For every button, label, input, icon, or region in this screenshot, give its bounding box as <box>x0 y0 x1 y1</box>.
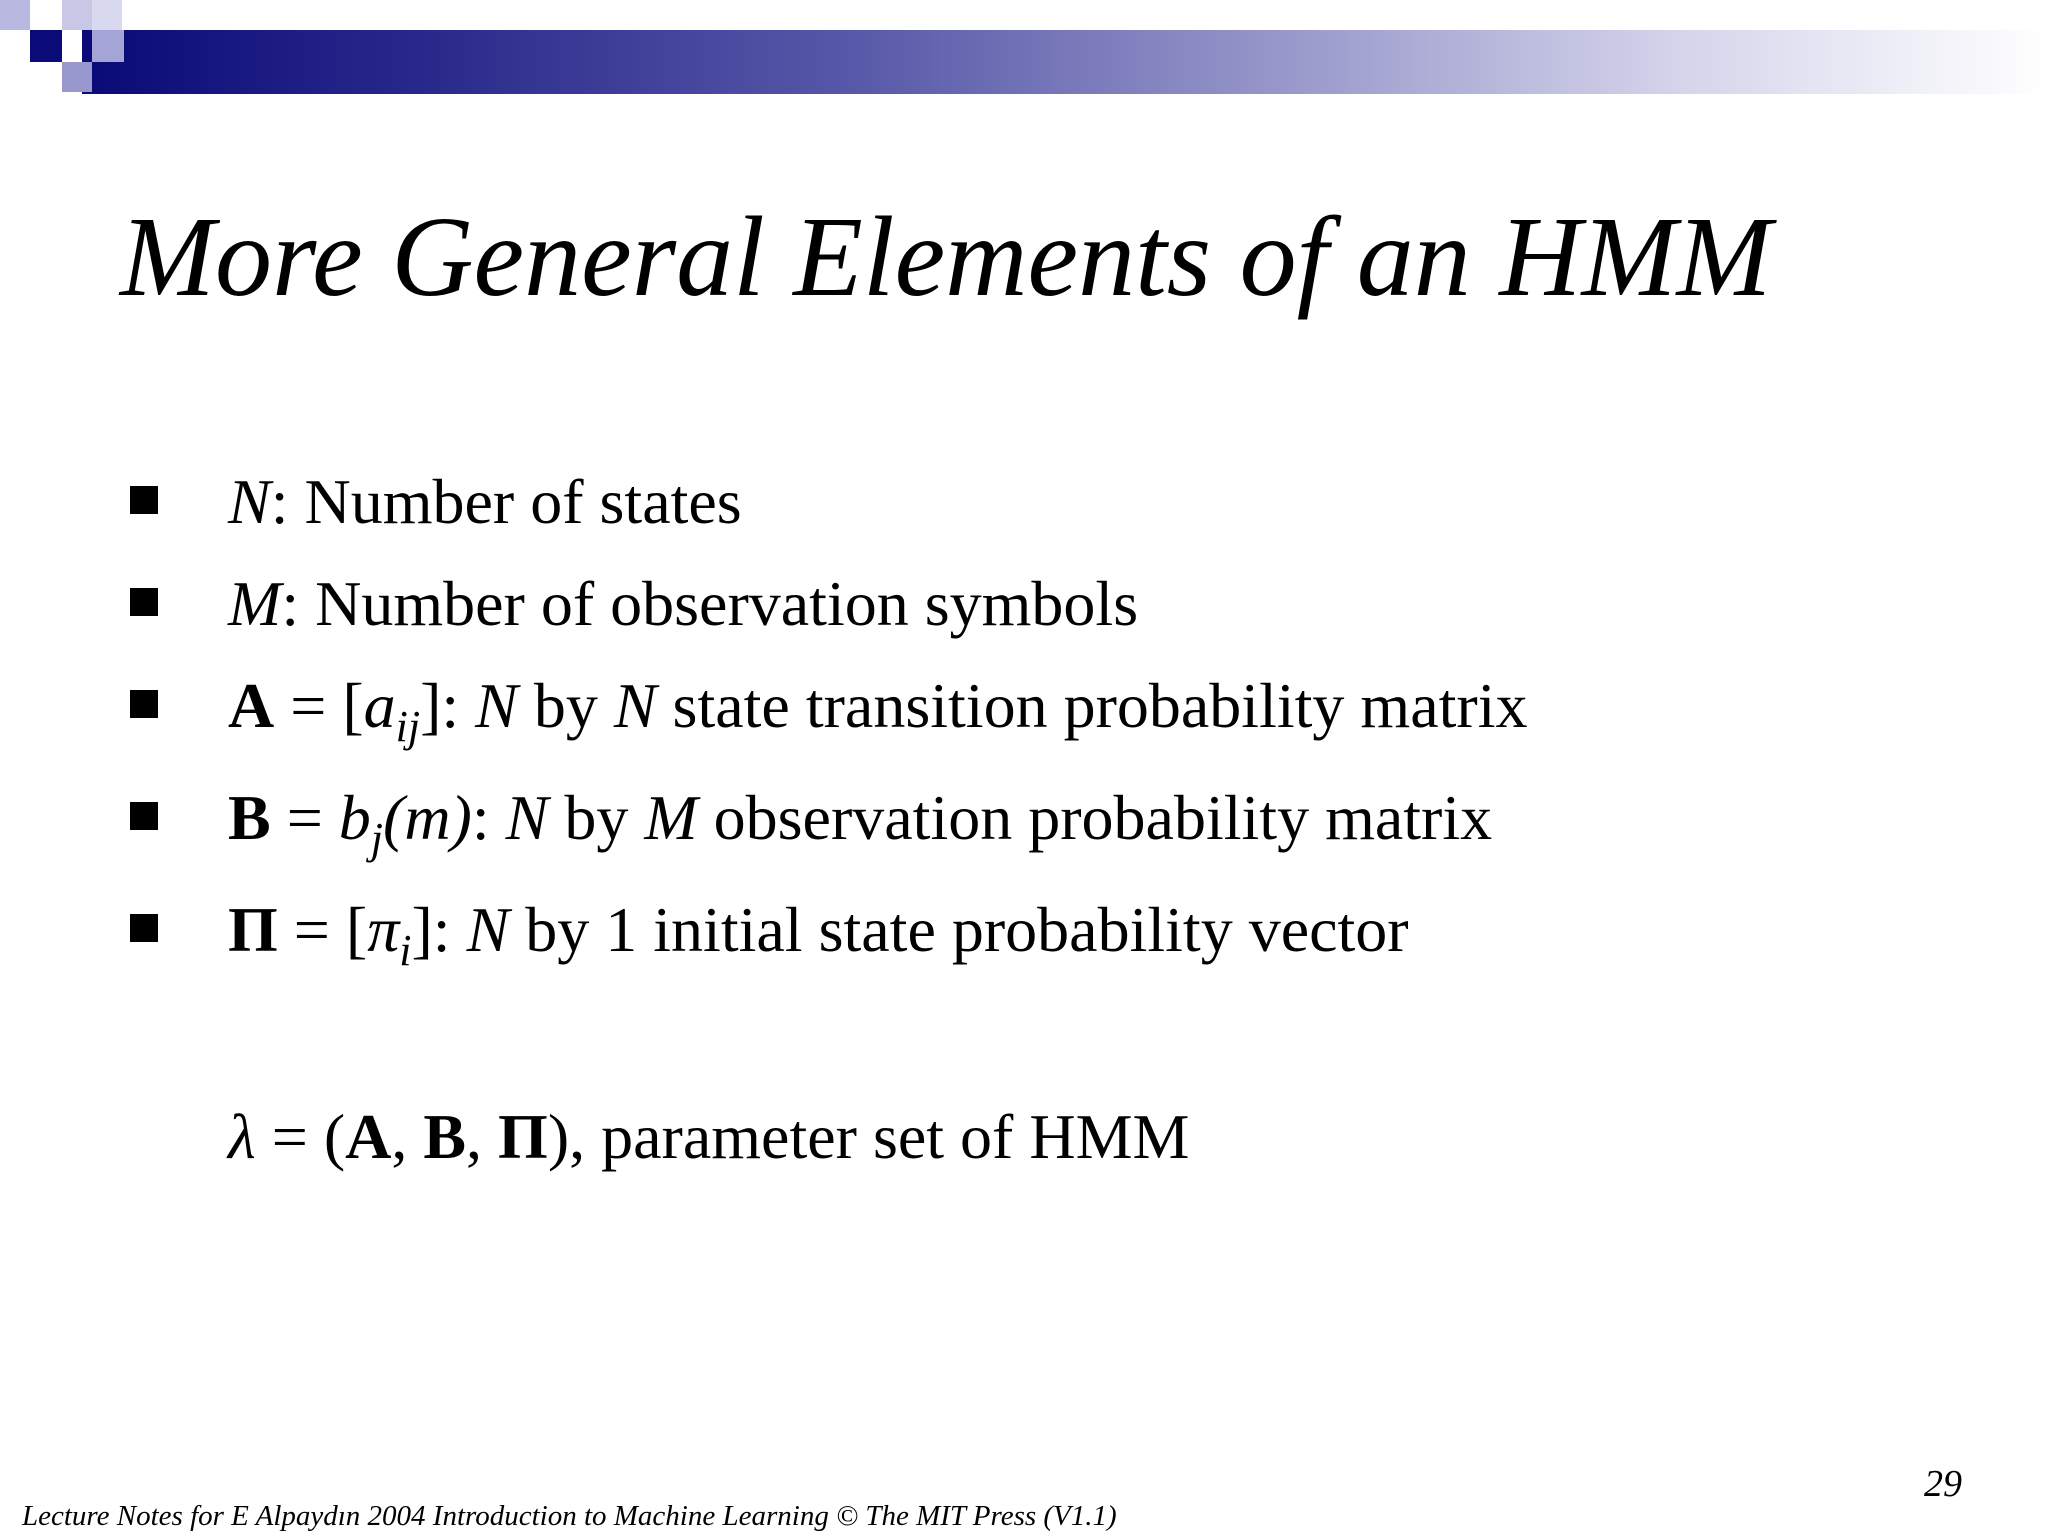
close: ]: <box>420 670 476 741</box>
bullet-text <box>228 670 1528 751</box>
square-bullet-icon <box>130 914 158 942</box>
symbol-n1: N <box>475 670 518 741</box>
header-gradient-band <box>82 30 2048 94</box>
decor-square <box>92 0 122 30</box>
bullet-rest: observation probability matrix <box>697 782 1493 853</box>
open: = ( <box>255 1101 346 1172</box>
symbol-n1: N <box>466 894 510 965</box>
square-bullet-icon <box>130 802 158 830</box>
close: ]: <box>411 894 467 965</box>
bullet-text <box>228 466 742 537</box>
decor-square <box>30 30 62 62</box>
equals: = [ <box>277 894 368 965</box>
symbol-n2: N <box>613 670 657 741</box>
square-bullet-icon <box>130 690 158 718</box>
bullet-text <box>228 894 1409 975</box>
bullet-rest: by 1 initial state probability vector <box>509 894 1409 965</box>
param-b: B <box>423 1101 467 1172</box>
square-bullet-icon <box>130 588 158 616</box>
subscript-j: j <box>370 814 384 863</box>
lambda-definition <box>228 1101 1190 1172</box>
bullet-rest: : Number of observation symbols <box>281 568 1139 639</box>
matrix-a: A <box>228 670 275 741</box>
decor-square <box>62 0 92 30</box>
sep: , <box>391 1101 424 1172</box>
vector-pi: Π <box>228 894 278 965</box>
var-pi: π <box>367 894 400 965</box>
by: by <box>548 782 645 853</box>
bullet-rest: state transition probability matrix <box>656 670 1528 741</box>
decor-square <box>62 62 92 92</box>
lambda-symbol: λ <box>228 1101 256 1172</box>
equals: = <box>270 782 339 853</box>
equals: = [ <box>274 670 364 741</box>
bullet-rest: : Number of states <box>270 466 742 537</box>
close: : <box>471 782 506 853</box>
decor-square <box>92 30 124 62</box>
var-b: b <box>338 782 371 853</box>
symbol-m: M <box>228 568 282 639</box>
subscript-i: i <box>399 926 412 975</box>
symbol-n: N <box>228 466 271 537</box>
param-a: A <box>345 1101 392 1172</box>
arg-m: (m) <box>383 782 472 853</box>
symbol-m: M <box>644 782 698 853</box>
page-number: 29 <box>1924 1463 1962 1505</box>
slide-title: More General Elements of an HMM <box>120 193 1772 320</box>
var-a: a <box>363 670 396 741</box>
lambda-rest: ), parameter set of HMM <box>547 1101 1190 1172</box>
by: by <box>517 670 614 741</box>
decor-square <box>0 0 30 30</box>
sep: , <box>466 1101 499 1172</box>
footer-citation: Lecture Notes for E Alpaydın 2004 Introduction to Machine Learning © The MIT Press (V1.1) <box>22 1500 1117 1532</box>
bullet-text <box>228 568 1139 639</box>
bullet-text <box>228 782 1493 863</box>
subscript-ij: ij <box>395 702 421 751</box>
param-pi: Π <box>498 1101 548 1172</box>
square-bullet-icon <box>130 486 158 514</box>
matrix-b: B <box>228 782 271 853</box>
symbol-n1: N <box>505 782 549 853</box>
